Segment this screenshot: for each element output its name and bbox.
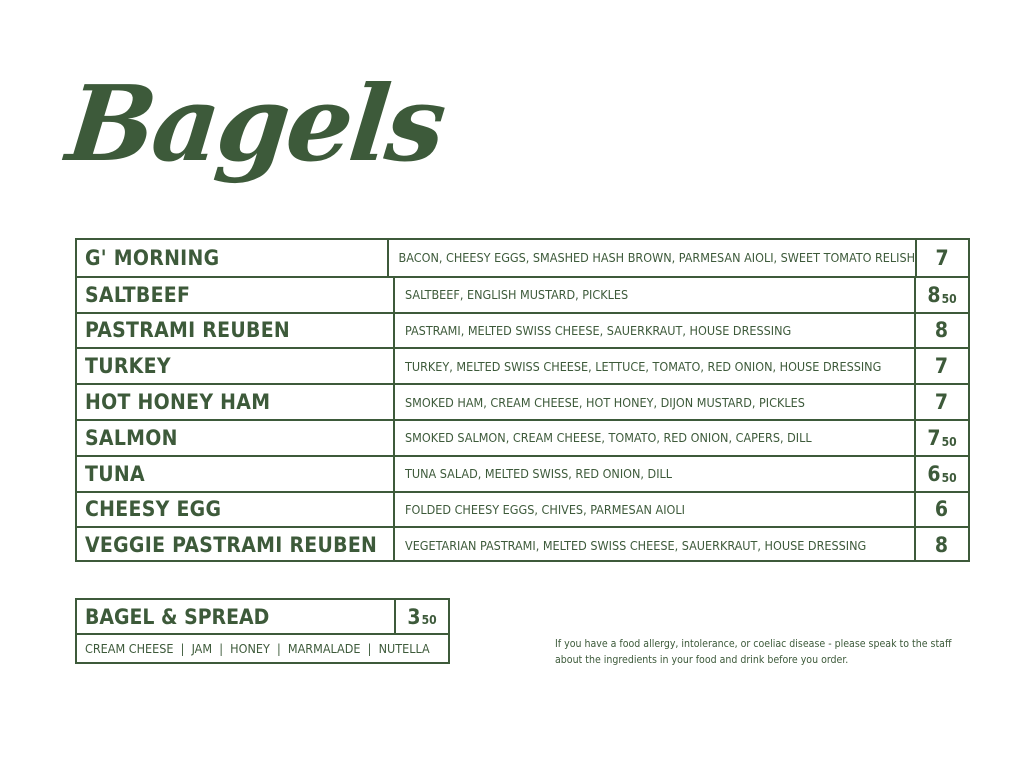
item-description: SALTBEEF, ENGLISH MUSTARD, PICKLES — [395, 278, 916, 312]
price-whole: 6 — [934, 497, 949, 522]
bagel-spread-box — [75, 598, 450, 664]
menu-row — [77, 455, 968, 491]
price-cents: 50 — [941, 291, 957, 306]
menu-row — [77, 276, 968, 312]
price-whole: 7 — [927, 425, 941, 450]
item-name: SALMON — [77, 421, 395, 455]
item-name: SALTBEEF — [77, 278, 395, 312]
item-description: SMOKED HAM, CREAM CHEESE, HOT HONEY, DIJON MUSTARD, PICKLES — [395, 385, 916, 419]
bagel-spread-header — [77, 600, 448, 635]
price-whole: 3 — [407, 604, 421, 629]
price-cents: 50 — [421, 613, 437, 627]
menu-row — [77, 347, 968, 383]
item-price — [917, 240, 968, 276]
item-price — [916, 314, 968, 348]
item-name: VEGGIE PASTRAMI REUBEN — [77, 528, 395, 562]
price-whole: 8 — [934, 533, 949, 558]
item-price — [916, 457, 968, 491]
item-description: VEGETARIAN PASTRAMI, MELTED SWISS CHEESE, SAUERKRAUT, HOUSE DRESSING — [395, 528, 916, 562]
item-name: G' MORNING — [77, 240, 389, 276]
price-whole: 8 — [934, 318, 949, 343]
spread-price — [396, 600, 448, 633]
item-name: TURKEY — [77, 349, 395, 383]
item-description: SMOKED SALMON, CREAM CHEESE, TOMATO, RED ONION, CAPERS, DILL — [395, 421, 916, 455]
price-whole: 7 — [934, 354, 949, 379]
page-title: Bagels — [61, 62, 449, 185]
menu-row — [77, 491, 968, 527]
allergy-notice — [555, 636, 975, 668]
item-description: TURKEY, MELTED SWISS CHEESE, LETTUCE, TOMATO, RED ONION, HOUSE DRESSING — [395, 349, 916, 383]
price-cents: 50 — [941, 470, 957, 485]
item-name: TUNA — [77, 457, 395, 491]
spread-name: BAGEL & SPREAD — [77, 600, 396, 633]
item-description: TUNA SALAD, MELTED SWISS, RED ONION, DILL — [395, 457, 916, 491]
price-whole: 7 — [934, 390, 949, 415]
item-price — [916, 349, 968, 383]
item-name: PASTRAMI REUBEN — [77, 314, 395, 348]
item-price — [916, 278, 968, 312]
price-whole: 8 — [927, 282, 941, 307]
item-price — [916, 385, 968, 419]
item-description: BACON, CHEESY EGGS, SMASHED HASH BROWN, PARMESAN AIOLI, SWEET TOMATO RELISH — [389, 240, 918, 276]
price-whole: 7 — [935, 245, 949, 270]
item-description: PASTRAMI, MELTED SWISS CHEESE, SAUERKRAUT, HOUSE DRESSING — [395, 314, 916, 348]
menu-row — [77, 240, 968, 276]
menu-row — [77, 419, 968, 455]
item-price — [916, 528, 968, 562]
item-description: FOLDED CHEESY EGGS, CHIVES, PARMESAN AIOLI — [395, 493, 916, 527]
allergy-notice-line: about the ingredients in your food and drink before you order. — [555, 654, 849, 666]
menu-table — [75, 238, 970, 562]
spread-options: CREAM CHEESE | JAM | HONEY | MARMALADE | NUTELLA — [85, 641, 430, 656]
item-price — [916, 493, 968, 527]
item-price — [916, 421, 968, 455]
item-name: CHEESY EGG — [77, 493, 395, 527]
allergy-notice-line: If you have a food allergy, intolerance, or coeliac disease - please speak to the staff — [555, 638, 952, 650]
item-name: HOT HONEY HAM — [77, 385, 395, 419]
menu-row — [77, 383, 968, 419]
menu-row — [77, 312, 968, 348]
price-cents: 50 — [941, 434, 957, 449]
price-whole: 6 — [927, 461, 941, 486]
menu-row — [77, 526, 968, 562]
